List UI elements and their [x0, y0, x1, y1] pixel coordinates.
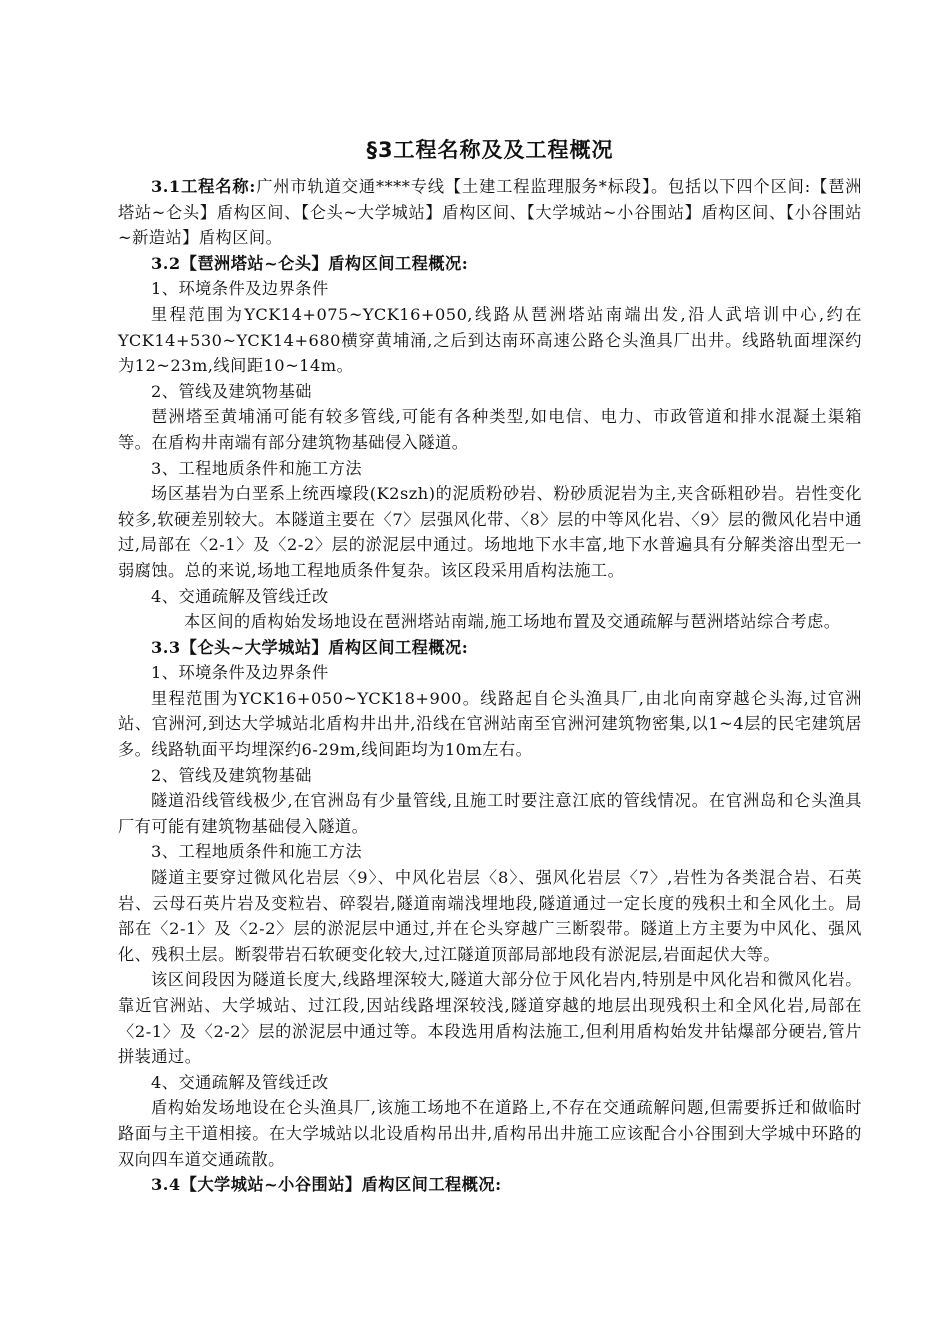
- section-3-3-sub1-heading: 1、环境条件及边界条件: [151, 663, 329, 683]
- section-3-4-heading: 3.4【大学城站~小谷围站】盾构区间工程概况:: [151, 1175, 502, 1195]
- section-3-3-sub2-text: 隧道沿线管线极少,在官洲岛有少量管线,且施工时要注意江底的管线情况。在官洲岛和仑头渔具厂有可能有建筑物基础侵入隧道。: [118, 791, 862, 836]
- section-3-3-heading: 3.3【仑头~大学城站】盾构区间工程概况:: [151, 637, 469, 657]
- section-3-3-sub1-text: 里程范围为YCK16+050~YCK18+900。线路起自仑头渔具厂,由北向南穿越仑头海,过官洲站、官洲河,到达大学城站北盾构井出井,沿线在官洲站南至官洲河建筑物密集,以1~4层的民宅建筑居多。线路轨面平均埋深约6-29m,线间距均为10m左右。: [118, 688, 862, 760]
- section-3-2-sub1-heading: 1、环境条件及边界条件: [151, 279, 329, 299]
- section-3-3-sub4-text: 盾构始发场地设在仑头渔具厂,该施工场地不在道路上,不存在交通疏解问题,但需要拆迁和做临时路面与主干道相接。在大学城站以北设盾构吊出井,盾构吊出井施工应该配合小谷围到大学城中环路的双向四车道交通疏散。: [118, 1098, 862, 1169]
- section-3-2-sub2-text: 琶洲塔至黄埔涌可能有较多管线,可能有各种类型,如电信、电力、市政管道和排水混凝土渠箱等。在盾构井南端有部分建筑物基础侵入隧道。: [118, 407, 862, 452]
- section-3-3-sub4-heading: 4、交通疏解及管线迁改: [151, 1072, 329, 1092]
- section-3-2-sub3-text: 场区基岩为白垩系上统西壕段(K2szh)的泥质粉砂岩、粉砂质泥岩为主,夹含砾粗砂岩。岩性变化较多,软硬差别较大。本隧道主要在〈7〉层强风化带、〈8〉层的中等风化岩、〈9〉层的微风化岩中通过,局部在〈2-1〉及〈2-2〉层的淤泥层中通过。场地地下水丰富,地下水普遍具有分解类溶出型无一弱腐蚀。总的来说,场地工程地质条件复杂。该区段采用盾构法施工。: [118, 484, 862, 580]
- section-3-2-sub3-heading: 3、工程地质条件和施工方法: [151, 458, 363, 478]
- section-3-2-sub4-heading: 4、交通疏解及管线迁改: [151, 586, 329, 606]
- section-3-2-sub4-text: 本区间的盾构始发场地设在琶洲塔站南端,施工场地布置及交通疏解与琶洲塔站综合考虑。: [184, 612, 841, 632]
- section-3-2-sub1-text: 里程范围为YCK14+075~YCK16+050,线路从琶洲塔站南端出发,沿人武培训中心,约在YCK14+530~YCK14+680横穿黄埔涌,之后到达南环高速公路仑头渔具厂出井。线路轨面埋深约为12~23m,线间距10~14m。: [118, 304, 862, 376]
- page-title: §3工程名称及及工程概况: [366, 138, 614, 162]
- section-3-1-paragraph: [118, 174, 862, 251]
- section-3-3-sub3-text-2: 该区间段因为隧道长度大,线路埋深较大,隧道大部分位于风化岩内,特别是中风化岩和微风化岩。靠近官洲站、大学城站、过江段,因站线路埋深较浅,隧道穿越的地层出现残积土和全风化岩,局部在〈2-1〉及〈2-2〉层的淤泥层中通过等。本段选用盾构法施工,但利用盾构始发井钻爆部分硬岩,管片拼装通过。: [118, 970, 862, 1067]
- section-3-3-sub2-heading: 2、管线及建筑物基础: [151, 765, 312, 785]
- section-3-2-heading: 3.2【琶洲塔站~仑头】盾构区间工程概况:: [151, 253, 469, 273]
- section-3-2-sub2-heading: 2、管线及建筑物基础: [151, 381, 312, 401]
- document-body: [118, 174, 862, 1198]
- section-3-1-text: 广州市轨道交通****专线【土建工程监理服务*标段】。包括以下四个区间:【琶洲塔站~仑头】盾构区间、【仑头~大学城站】盾构区间、【大学城站~小谷围站】盾构区间、【小谷围站~新造站】盾构区间。: [118, 177, 862, 248]
- section-3-1-label: 3.1工程名称:: [151, 177, 256, 196]
- section-3-3-sub3-text-1: 隧道主要穿过微风化岩层〈9〉、中风化岩层〈8〉、强风化岩层〈7〉,岩性为各类混合岩、石英岩、云母石英片岩及变粒岩、碎裂岩,隧道南端浅埋地段,隧道通过一定长度的残积土和全风化土。局部在〈2-1〉及〈2-2〉层的淤泥层中通过,并在仑头穿越广三断裂带。隧道上方主要为中风化、强风化、残积土层。断裂带岩石软硬变化较大,过江隧道顶部局部地段有淤泥层,岩面起伏大等。: [118, 868, 862, 964]
- section-3-3-sub3-heading: 3、工程地质条件和施工方法: [151, 842, 363, 862]
